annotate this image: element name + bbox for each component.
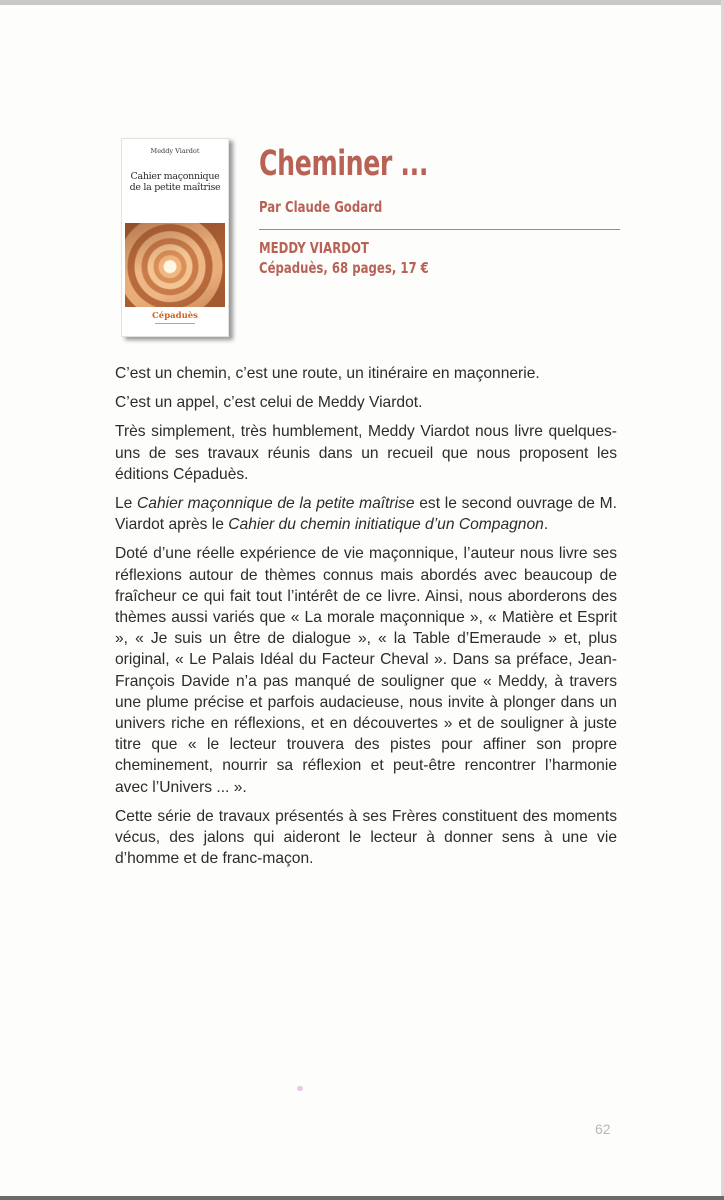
paragraph-3: Très simplement, très humblement, Meddy Viardot nous livre quelques-uns de ses travaux réunis dans un recueil que nous proposent les éditions Cépaduès.: [115, 423, 617, 483]
cover-image-shade: [125, 223, 225, 307]
reviewed-book-author: MEDDY VIARDOT: [259, 239, 369, 257]
cover-author: Meddy Viardot: [150, 147, 200, 155]
book-title-reference: Cahier maçonnique de la petite maîtrise: [137, 495, 415, 513]
cover-publisher: Cépaduès: [152, 311, 198, 321]
paragraph-4-text-a: Le: [115, 495, 138, 513]
previous-book-title-reference: Cahier du chemin initiatique d’un Compagnon: [228, 516, 544, 534]
article-body: [115, 363, 617, 877]
paragraph-4-text-c: .: [543, 516, 549, 534]
article-title: Cheminer ...: [259, 144, 429, 184]
paragraph-4: [115, 493, 617, 535]
scan-top-edge: [0, 0, 724, 5]
paragraph-4-text-b: est le second ouvrage de M. Viardot après le: [115, 495, 617, 534]
article-byline: Par Claude Godard: [259, 198, 383, 216]
paragraph-2: C’est un appel, c’est celui de Meddy Viardot.: [115, 394, 423, 412]
cover-title: Cahier maçonnique de la petite maîtrise: [129, 171, 221, 193]
paragraph-5: Doté d’une réelle expérience de vie maçonnique, l’auteur nous livre ses réflexions autour de thèmes connus mais abordés avec beaucoup de fraîcheur ce qui fait tout l’intérêt de ce livre. Ainsi, nous aborderons des thèmes aussi variés que « La morale maçonnique », « Matière et Esprit », « Je suis un être de dialogue », « la Table d’Emeraude » et, plus original, « Le Palais Idéal du Facteur Cheval ». Dans sa préface, Jean-François Davide n’a pas manqué de souligner que « Meddy, à travers une plume précise et parfois audacieuse, nous invite à plonger dans un univers riche en réflexions, et en découvertes » et de souligner à juste titre que « le lecteur trouvera des pistes pour affiner son propre cheminement, nourrir sa réflexion et peut-être rencontrer l’harmonie avec l’Univers ... ».: [115, 545, 617, 796]
page-number: 62: [595, 1121, 611, 1137]
scan-speck: [297, 1086, 303, 1091]
book-cover: [121, 138, 229, 337]
header-divider: [259, 229, 620, 230]
scan-bottom-edge: [0, 1196, 724, 1200]
paragraph-1: C’est un chemin, c’est une route, un itinéraire en maçonnerie.: [115, 365, 540, 382]
reviewed-book-info: Cépaduès, 68 pages, 17 €: [259, 259, 429, 277]
cover-publisher-rule: [122, 323, 228, 325]
paragraph-6: Cette série de travaux présentés à ses Frères constituent des moments vécus, des jalons qui aideront le lecteur à donner sens à une vie d’homme et de franc-maçon.: [115, 807, 617, 868]
